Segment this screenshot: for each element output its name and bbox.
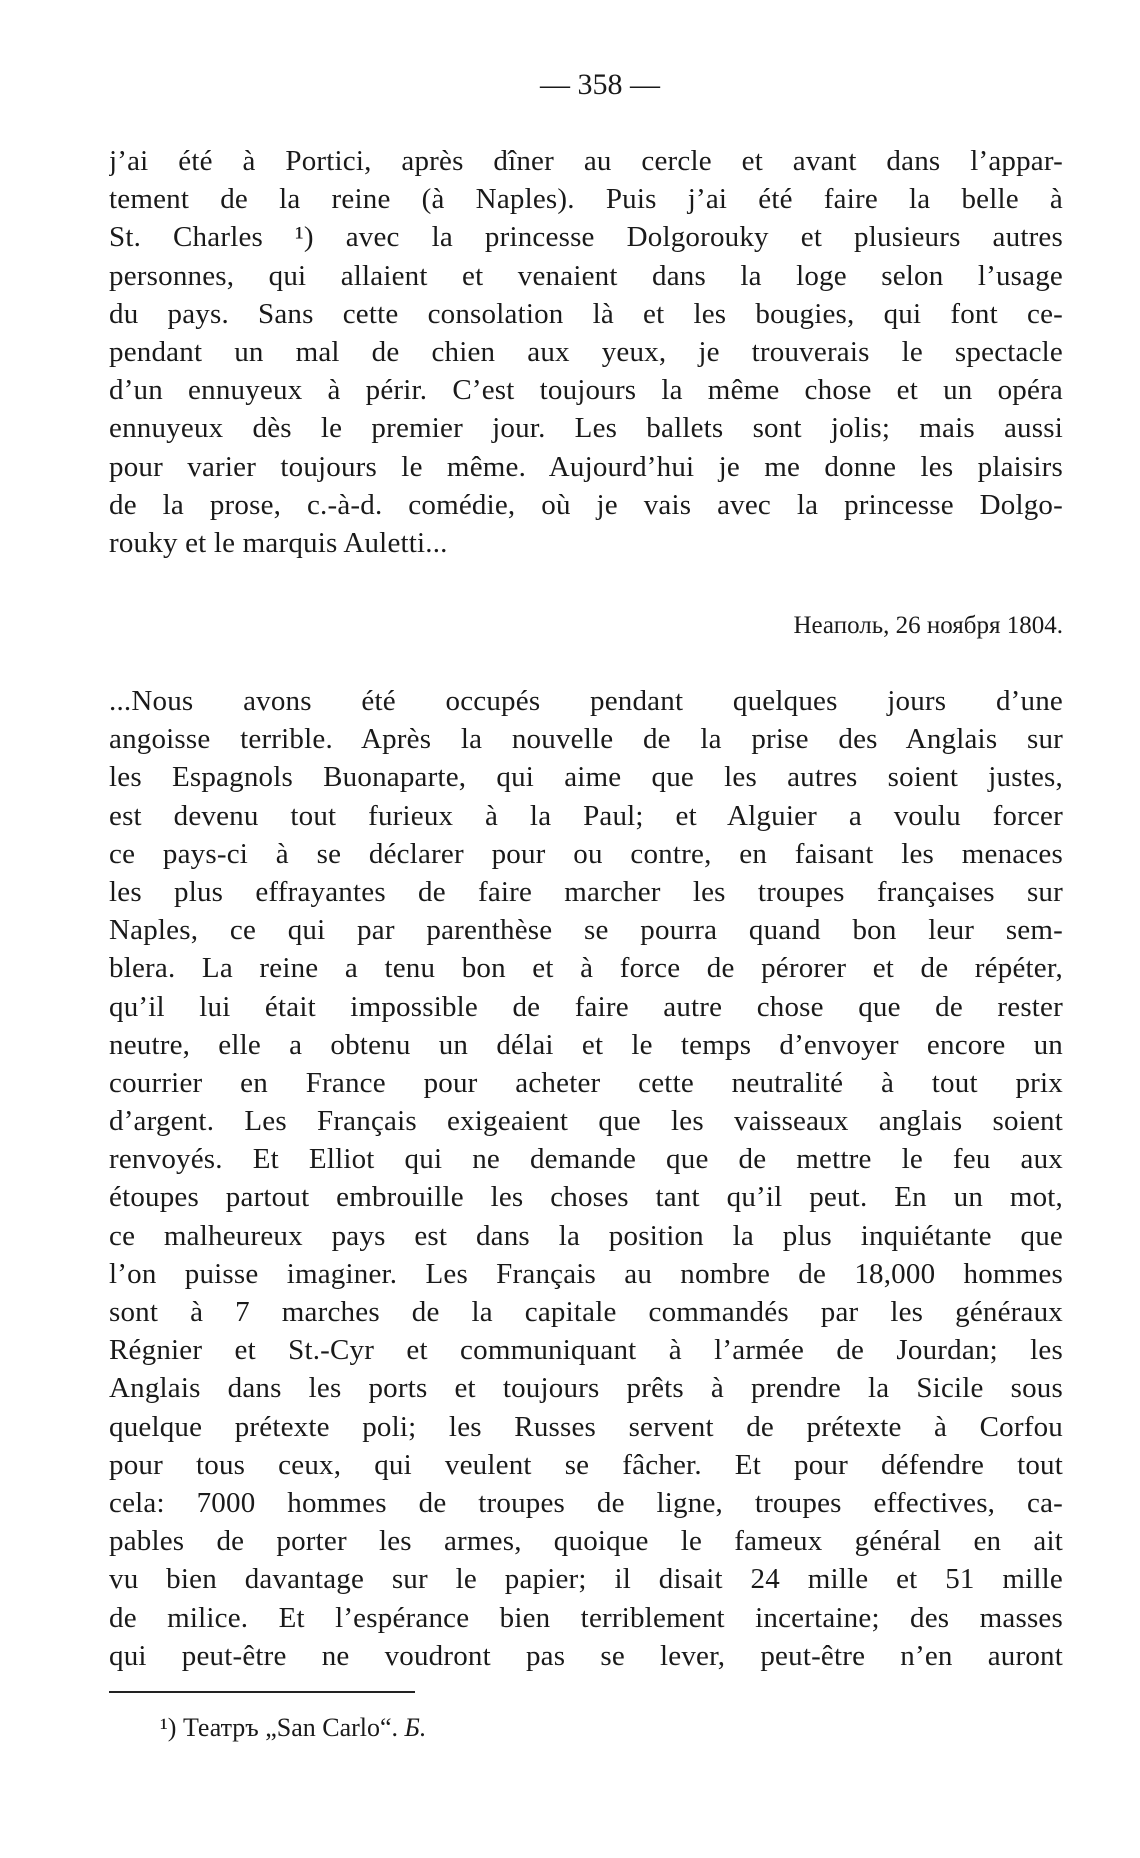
text-line: est devenu tout furieux à la Paul; et Alguier a voulu forcer [109, 799, 1063, 832]
text-line: pour tous ceux, qui veulent se fâcher. Et pour défendre tout [109, 1448, 1063, 1481]
text-line: de la prose, c.-à-d. comédie, où je vais avec la princesse Dolgo- [109, 488, 1063, 521]
text-line: pendant un mal de chien aux yeux, je trouverais le spectacle [109, 335, 1063, 368]
text-line: d’argent. Les Français exigeaient que les vaisseaux anglais soient [109, 1105, 1063, 1138]
dateline: Неаполь, 26 ноября 1804. [793, 612, 1063, 639]
text-line: pour varier toujours le même. Aujourd’hui je me donne les plaisirs [109, 450, 1063, 483]
text-line: de milice. Et l’espérance bien terriblement incertaine; des masses [109, 1601, 1063, 1634]
text-line: sont à 7 marches de la capitale commandés par les généraux [109, 1296, 1063, 1328]
text-line: blera. La reine a tenu bon et à force de pérorer et de répéter, [109, 952, 1063, 985]
text-line: Anglais dans les ports et toujours prêts à prendre la Sicile sous [109, 1372, 1063, 1405]
page-number: — 358 — [540, 68, 660, 101]
text-line: Naples, ce qui par parenthèse se pourra quand bon leur sem- [109, 914, 1063, 947]
footnote-signature: Б. [404, 1713, 427, 1742]
text-line: personnes, qui allaient et venaient dans la loge selon l’usage [109, 259, 1063, 292]
text-line: quelque prétexte poli; les Russes servent de prétexte à Corfou [109, 1410, 1063, 1443]
text-line: courrier en France pour acheter cette neutralité à tout prix [109, 1066, 1063, 1099]
text-line: ce malheureux pays est dans la position la plus inquiétante que [109, 1219, 1063, 1252]
text-line: étoupes partout embrouille les choses tant qu’il peut. En un mot, [109, 1181, 1063, 1214]
text-line: renvoyés. Et Elliot qui ne demande que de mettre le feu aux [109, 1143, 1063, 1176]
paragraph-1 [109, 142, 1063, 562]
text-line: ennuyeux dès le premier jour. Les ballets sont jolis; mais aussi [109, 412, 1063, 445]
text-line: Régnier et St.-Cyr et communiquant à l’armée de Jourdan; les [109, 1334, 1063, 1367]
text-line: rouky et le marquis Auletti... [109, 526, 448, 559]
text-line: j’ai été à Portici, après dîner au cercle et avant dans l’appar- [109, 145, 1063, 177]
text-line: tement de la reine (à Naples). Puis j’ai été faire la belle à [109, 183, 1063, 216]
text-line: angoisse terrible. Après la nouvelle de la prise des Anglais sur [109, 723, 1063, 756]
text-line: ce pays-ci à se déclarer pour ou contre, en faisant les menaces [109, 837, 1063, 870]
text-line: pables de porter les armes, quoique le fameux général en ait [109, 1525, 1063, 1558]
text-line: ...Nous avons été occupés pendant quelques jours d’une [109, 685, 1063, 717]
text-line: vu bien davantage sur le papier; il disait 24 mille et 51 mille [109, 1563, 1063, 1596]
footnote [160, 1713, 426, 1743]
text-line: les plus effrayantes de faire marcher les troupes françaises sur [109, 875, 1063, 908]
text-line: l’on puisse imaginer. Les Français au nombre de 18,000 hommes [109, 1257, 1063, 1290]
text-line: d’un ennuyeux à périr. C’est toujours la même chose et un opéra [109, 374, 1063, 407]
text-line: St. Charles ¹) avec la princesse Dolgorouky et plusieurs autres [109, 221, 1063, 254]
paragraph-2 [109, 682, 1063, 1675]
text-line: qui peut-être ne voudront pas se lever, peut-être n’en auront [109, 1639, 1063, 1672]
text-line: les Espagnols Buonaparte, qui aime que les autres soient justes, [109, 761, 1063, 794]
footnote-divider [109, 1691, 415, 1693]
text-line: cela: 7000 hommes de troupes de ligne, troupes effectives, ca- [109, 1486, 1063, 1519]
text-line: qu’il lui était impossible de faire autre chose que de rester [109, 990, 1063, 1023]
footnote-text: Театръ „San Carlo“. [182, 1713, 399, 1742]
footnote-marker: ¹) [160, 1713, 177, 1742]
text-line: neutre, elle a obtenu un délai et le temps d’envoyer encore un [109, 1028, 1063, 1061]
text-line: du pays. Sans cette consolation là et les bougies, qui font ce- [109, 297, 1063, 330]
